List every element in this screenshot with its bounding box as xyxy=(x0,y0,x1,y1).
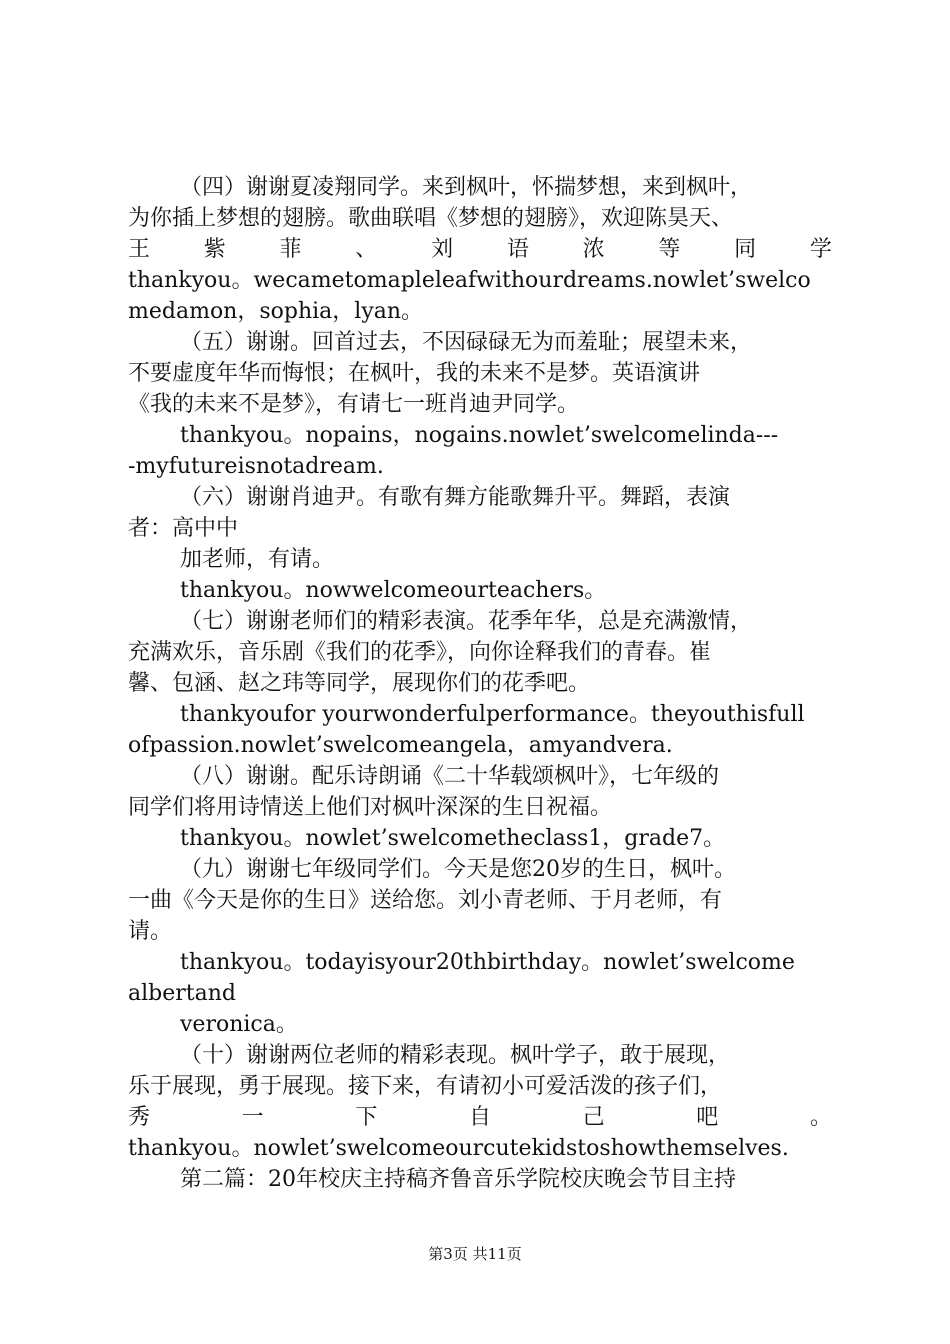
char: 王 xyxy=(128,237,151,262)
text-line: thankyou。nowlet’swelcometheclass1，grade7。 xyxy=(180,826,726,851)
text-line: thankyoufor yourwonderfulperformance。theyouthisfull xyxy=(180,702,805,727)
char: 刘 xyxy=(431,237,454,262)
char: 、 xyxy=(355,237,378,262)
char: 紫 xyxy=(203,237,226,262)
text-line: 为你插上梦想的翅膀。歌曲联唱《梦想的翅膀》，欢迎陈昊天、 xyxy=(128,206,734,231)
text-line: albertand xyxy=(128,981,236,1006)
text-line: thankyou。nopains，nogains.nowlet’swelcomelinda--- xyxy=(180,423,779,448)
char: 语 xyxy=(506,237,529,262)
text-line: 同学们将用诗情送上他们对枫叶深深的生日祝福。 xyxy=(128,795,613,820)
text-line: 不要虚度年华而悔恨；在枫叶，我的未来不是梦。英语演讲 xyxy=(128,361,701,386)
text-line: 请。 xyxy=(128,919,173,944)
char: 吧 xyxy=(696,1105,719,1130)
text-line: 第二篇：20年校庆主持稿齐鲁音乐学院校庆晚会节目主持 xyxy=(180,1167,736,1192)
text-line: 馨、包涵、赵之玮等同学，展现你们的花季吧。 xyxy=(128,671,591,696)
text-line: thankyou。wecametomapleleafwithourdreams.nowlet’swelco xyxy=(128,268,811,293)
text-line: 乐于展现，勇于展现。接下来，有请初小可爱活泼的孩子们， xyxy=(128,1074,723,1099)
page-number-footer: 第3页 共11页 xyxy=(428,1245,522,1263)
text-line: thankyou。nowwelcomeourteachers。 xyxy=(180,578,607,603)
char: 秀 xyxy=(128,1105,151,1130)
text-line: -myfutureisnotadream. xyxy=(128,454,384,479)
text-line: （九）谢谢七年级同学们。今天是您20岁的生日，枫叶。 xyxy=(180,857,736,882)
text-line: ofpassion.nowlet’swelcomeangela，amyandvera. xyxy=(128,733,673,758)
text-line: medamon，sophia，lyan。 xyxy=(128,299,424,324)
spread-text-line xyxy=(128,234,832,265)
text-line: （八）谢谢。配乐诗朗诵《二十华载颂枫叶》，七年级的 xyxy=(180,764,720,789)
char: 学 xyxy=(809,237,832,262)
spread-text-line xyxy=(128,1102,832,1133)
text-line: 者：高中中 xyxy=(128,516,239,541)
char: 菲 xyxy=(279,237,302,262)
char: 同 xyxy=(734,237,757,262)
text-line: （十）谢谢两位老师的精彩表现。枫叶学子，敢于展现， xyxy=(180,1043,731,1068)
text-line: 加老师，有请。 xyxy=(180,547,335,572)
char: 己 xyxy=(582,1105,605,1130)
text-line: veronica。 xyxy=(180,1012,298,1037)
text-line: thankyou。todayisyour20thbirthday。nowlet’swelcome xyxy=(180,950,795,975)
text-line: （四）谢谢夏凌翔同学。来到枫叶，怀揣梦想，来到枫叶， xyxy=(180,175,753,200)
text-line: 《我的未来不是梦》，有请七一班肖迪尹同学。 xyxy=(128,392,580,417)
char: 下 xyxy=(355,1105,378,1130)
text-line: 充满欢乐，音乐剧《我们的花季》，向你诠释我们的青春。崔 xyxy=(128,640,712,665)
char: 等 xyxy=(658,237,681,262)
char: 浓 xyxy=(582,237,605,262)
char: 一 xyxy=(241,1105,264,1130)
text-line: thankyou。nowlet’swelcomeourcutekidstoshowthemselves. xyxy=(128,1136,789,1161)
text-line: （七）谢谢老师们的精彩表演。花季年华，总是充满激情， xyxy=(180,609,753,634)
text-line: 一曲《今天是你的生日》送给您。刘小青老师、于月老师，有 xyxy=(128,888,723,913)
document-body xyxy=(128,172,832,1195)
char: 自 xyxy=(468,1105,491,1130)
text-line: （五）谢谢。回首过去，不因碌碌无为而羞耻；展望未来， xyxy=(180,330,753,355)
text-line: （六）谢谢肖迪尹。有歌有舞方能歌舞升平。舞蹈，表演 xyxy=(180,485,731,510)
char: 。 xyxy=(809,1105,832,1130)
